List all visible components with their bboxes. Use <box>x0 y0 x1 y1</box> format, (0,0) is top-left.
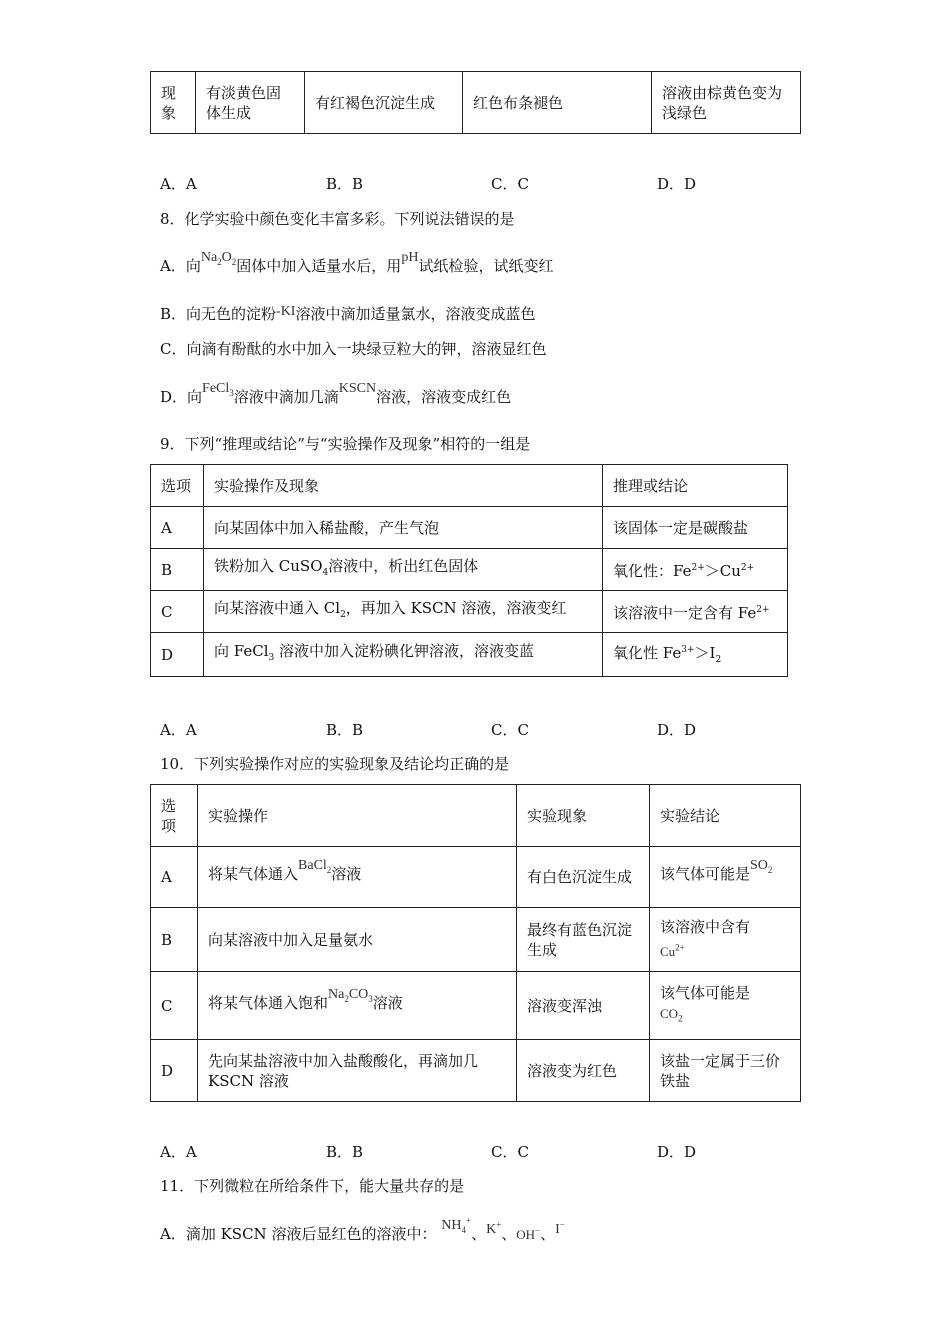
q9-row-a-opt: A <box>151 507 204 549</box>
q8-option-a: A．向$Na_2O_2$固体中加入适量水后，用pH试纸检验，试纸变红 <box>160 250 554 275</box>
q9-row-d-opt: D <box>151 633 204 677</box>
q9-header-op: 实验操作及现象 <box>204 465 603 507</box>
q9-header-opt: 选项 <box>151 465 204 507</box>
q9-row-d-op: 向 FeCl$_3$ 溶液中加入淀粉碘化钾溶液，溶液变蓝 <box>204 633 603 677</box>
q10-row-b-opt: B <box>151 908 198 972</box>
choice-a[interactable]: A．A <box>160 1143 197 1161</box>
q10-row-a-op: 将某气体通入BaCl$_2$溶液 <box>198 847 517 908</box>
formula-co2: $CO_2$ <box>660 1005 683 1024</box>
q9-choices <box>0 719 950 739</box>
q7-table <box>150 71 801 134</box>
q9-row-c-op: 向某溶液中通入 $Cl_2$，再加入 KSCN 溶液，溶液变红 <box>204 591 603 633</box>
formula-na2o2: $Na_2O_2$ <box>200 250 237 267</box>
q11-option-a: A．滴加 KSCN 溶液后显红色的溶液中： $NH_4^+$、K+、OH−、I− <box>160 1215 565 1243</box>
q8-option-d: D．向FeCl$_3$溶液中滴加几滴KSCN溶液，溶液变成红色 <box>160 381 512 406</box>
choice-c[interactable]: C．C <box>491 175 529 193</box>
q9-row-b-opt: B <box>151 549 204 591</box>
q10-header-opt: 选项 <box>151 785 198 847</box>
q8-option-b: B．向无色的淀粉-KI溶液中滴加适量氯水，溶液变成蓝色 <box>160 304 536 323</box>
q10-row-d-op: 先向某盐溶液中加入盐酸酸化，再滴加几 KSCN 溶液 <box>198 1040 517 1102</box>
q10-row-d-con: 该盐一定属于三价铁盐 <box>650 1040 801 1102</box>
choice-d[interactable]: D．D <box>657 721 697 739</box>
choice-a[interactable]: A．A <box>160 175 197 193</box>
choice-c[interactable]: C．C <box>491 721 529 739</box>
q7-choices <box>0 173 950 193</box>
q10-header-con: 实验结论 <box>650 785 801 847</box>
q10-row-d-opt: D <box>151 1040 198 1102</box>
ion-k: K+ <box>486 1219 502 1237</box>
q10-row-c-phen: 溶液变浑浊 <box>517 972 650 1040</box>
q9-row-d-res: 氧化性 $Fe^{3+}>I_2$ <box>603 633 788 677</box>
q10-row-a-phen: 有白色沉淀生成 <box>517 847 650 908</box>
formula-fecl3: FeCl$_3$ <box>202 381 234 398</box>
q8-stem: 8．化学实验中颜色变化丰富多彩。下列说法错误的是 <box>160 210 515 228</box>
q10-row-c-op: 将某气体通入饱和$Na_2CO_3$溶液 <box>198 972 517 1040</box>
q9-row-a-op: 向某固体中加入稀盐酸，产生气泡 <box>204 507 603 549</box>
ion-nh4: $NH_4^+$ <box>441 1215 472 1235</box>
q9-header-res: 推理或结论 <box>603 465 788 507</box>
ion-i: I− <box>555 1219 565 1237</box>
choice-b[interactable]: B．B <box>326 175 364 193</box>
q7-cell-b: 有红褐色沉淀生成 <box>305 72 463 134</box>
q10-row-a-con: 该气体可能是$SO_2$ <box>650 847 801 908</box>
formula-na2co3: $Na_2CO_3$ <box>328 986 373 1004</box>
formula-bacl2: BaCl$_2$ <box>298 858 332 875</box>
ion-oh: OH− <box>516 1225 541 1242</box>
q9-row-a-res: 该固体一定是碳酸盐 <box>603 507 788 549</box>
q10-stem: 10．下列实验操作对应的实验现象及结论均正确的是 <box>160 755 510 773</box>
q7-cell-label: 现象 <box>151 72 196 134</box>
q9-row-c-res: 该溶液中一定含有 $Fe^{2+}$ <box>603 591 788 633</box>
formula-cu2plus: $Cu^{2+}$ <box>660 942 685 959</box>
q10-header-op: 实验操作 <box>198 785 517 847</box>
q10-choices <box>0 1141 950 1161</box>
q10-row-c-con: 该气体可能是 $CO_2$ <box>650 972 801 1040</box>
q9-row-c-opt: C <box>151 591 204 633</box>
choice-d[interactable]: D．D <box>657 1143 697 1161</box>
q11-stem: 11．下列微粒在所给条件下，能大量共存的是 <box>160 1177 465 1195</box>
choice-b[interactable]: B．B <box>326 721 364 739</box>
choice-a[interactable]: A．A <box>160 721 197 739</box>
q9-row-b-op: 铁粉加入 CuSO$_4$溶液中，析出红色固体 <box>204 549 603 591</box>
q7-cell-a: 有淡黄色固体生成 <box>196 72 305 134</box>
q9-stem: 9．下列“推理或结论”与“实验操作及现象”相符的一组是 <box>160 435 531 453</box>
q10-row-d-phen: 溶液变为红色 <box>517 1040 650 1102</box>
q7-cell-c: 红色布条褪色 <box>463 72 652 134</box>
q10-row-a-opt: A <box>151 847 198 908</box>
choice-c[interactable]: C．C <box>491 1143 529 1161</box>
q10-row-b-op: 向某溶液中加入足量氨水 <box>198 908 517 972</box>
q9-table <box>150 464 788 677</box>
choice-b[interactable]: B．B <box>326 1143 364 1161</box>
q10-row-c-opt: C <box>151 972 198 1040</box>
q10-row-b-con: 该溶液中含有 $Cu^{2+}$ <box>650 908 801 972</box>
q10-header-phen: 实验现象 <box>517 785 650 847</box>
q9-row-b-res: 氧化性：$Fe^{2+}>Cu^{2+}$ <box>603 549 788 591</box>
q10-table <box>150 784 801 1102</box>
q8-option-c: C．向滴有酚酞的水中加入一块绿豆粒大的钾，溶液显红色 <box>160 340 547 358</box>
q7-cell-d: 溶液由棕黄色变为浅绿色 <box>652 72 801 134</box>
formula-so2: $SO_2$ <box>750 858 773 875</box>
choice-d[interactable]: D．D <box>657 175 697 193</box>
q10-row-b-phen: 最终有蓝色沉淀生成 <box>517 908 650 972</box>
